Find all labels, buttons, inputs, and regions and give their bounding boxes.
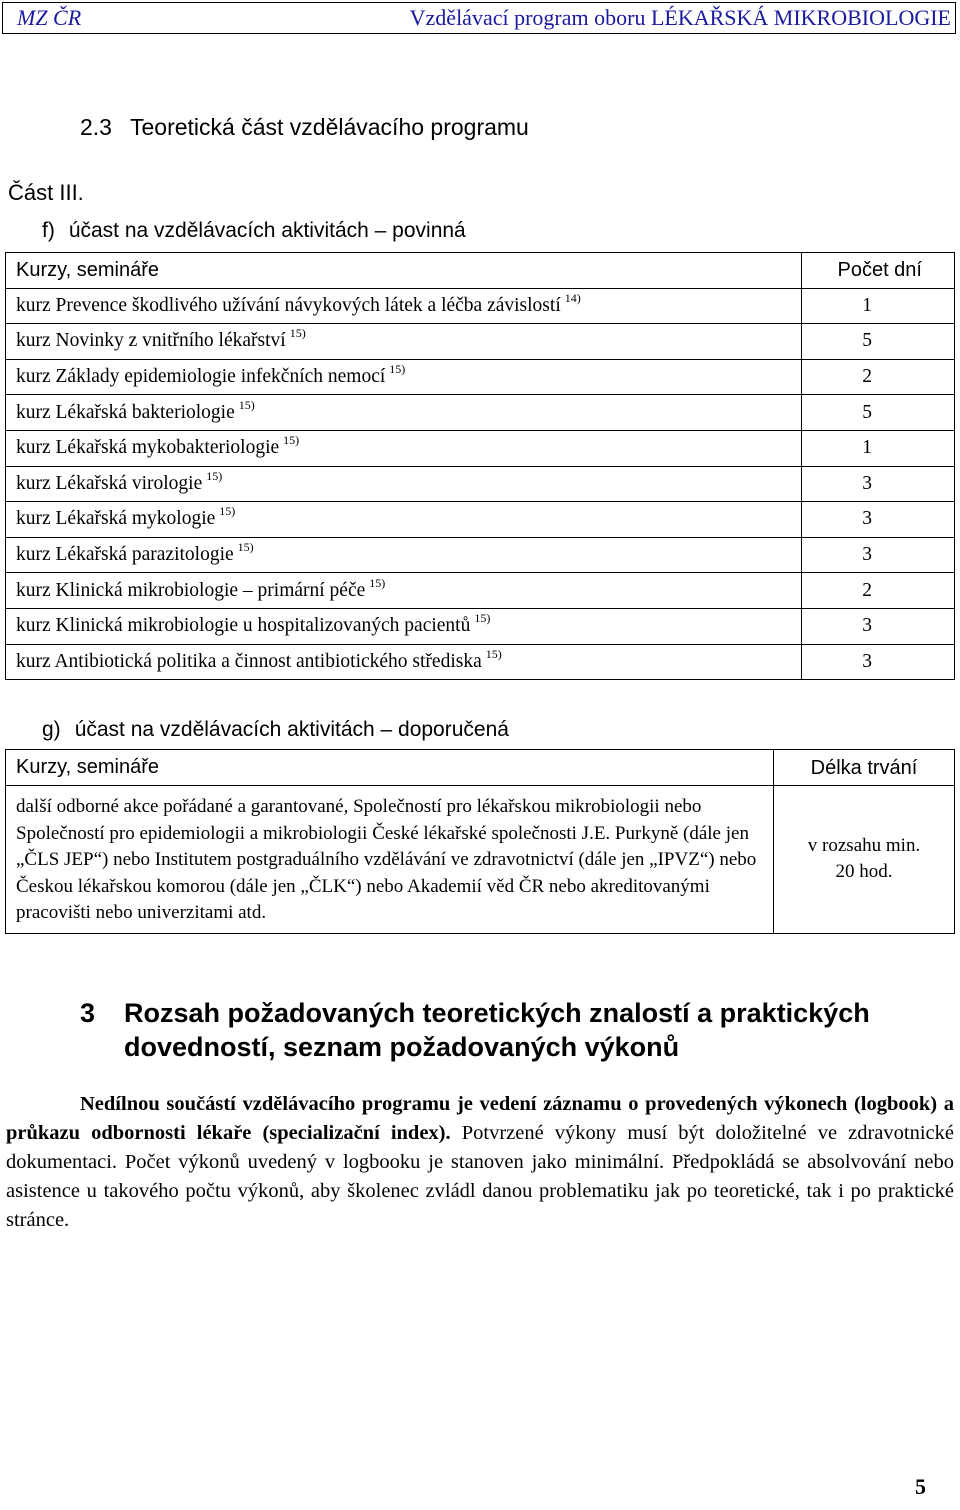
table-row [6, 502, 955, 538]
course-days: 5 [802, 324, 955, 360]
column-header-duration: Délka trvání [774, 750, 955, 786]
course-name-cell [6, 288, 802, 324]
course-name-cell [6, 359, 802, 395]
required-title: účast na vzdělávacích aktivitách – povinná [68, 219, 466, 242]
course-name: kurz Lékařská bakteriologie [16, 401, 235, 423]
footnote-ref: 15) [369, 575, 386, 590]
course-name-cell [6, 502, 802, 538]
table-row [6, 573, 955, 609]
course-name-cell [6, 537, 802, 573]
course-name-cell [6, 644, 802, 680]
course-name: kurz Základy epidemiologie infekčních nemocí [16, 366, 386, 388]
table-header-row [6, 750, 955, 786]
table-row [6, 537, 955, 573]
course-name: kurz Novinky z vnitřního lékařství [16, 330, 286, 352]
header-ministry: MZ ČR [17, 5, 82, 30]
course-name-cell [6, 573, 802, 609]
duration-line-2: 20 hod. [835, 861, 893, 883]
recommended-courses-table [5, 749, 955, 934]
footnote-ref: 14) [564, 290, 581, 305]
section-number: 2.3 [80, 114, 112, 140]
course-name: kurz Antibiotická politika a činnost antibiotického střediska [16, 650, 482, 672]
course-name-cell [6, 430, 802, 466]
course-days: 3 [802, 644, 955, 680]
course-days: 1 [802, 288, 955, 324]
chapter-number: 3 [80, 998, 96, 1028]
course-days: 2 [802, 573, 955, 609]
recommended-description: další odborné akce pořádané a garantované, Společností pro lékařskou mikrobiologii nebo Společností pro epidemiologii a mikrobiologii České lékařské společnosti J.E. Purkyně (dále jen „ČLS JEP“) nebo Institutem postgraduálního vzdělávání ve zdravotnictví (dále jen „IPVZ“) nebo Českou lékařskou komorou (dále jen „ČLK“) nebo Akademií věd ČR nebo akreditovanými pracovišti nebo univerzitami atd. [6, 786, 774, 934]
column-header-days: Počet dní [802, 253, 955, 289]
course-name: kurz Lékařská virologie [16, 472, 203, 494]
recommended-title: účast na vzdělávacích aktivitách – doporučená [74, 718, 509, 741]
table-row [6, 786, 955, 934]
duration-line-1: v rozsahu min. [807, 835, 921, 857]
course-name: kurz Klinická mikrobiologie – primární péče [16, 579, 366, 601]
footnote-ref: 15) [474, 611, 491, 626]
course-name-cell [6, 608, 802, 644]
footnote-ref: 15) [485, 646, 502, 661]
footnote-ref: 15) [389, 362, 406, 377]
column-header-course: Kurzy, semináře [6, 750, 774, 786]
footnote-ref: 15) [283, 433, 300, 448]
required-courses-table [5, 252, 955, 680]
header-program-title: Vzdělávací program oboru LÉKAŘSKÁ MIKROBIOLOGIE [409, 5, 951, 30]
course-days: 2 [802, 359, 955, 395]
course-days: 5 [802, 395, 955, 431]
section-title: Teoretická část vzdělávacího programu [129, 114, 529, 140]
footnote-ref: 15) [238, 397, 255, 412]
course-name: kurz Lékařská mykologie [16, 508, 216, 530]
footnote-ref: 15) [237, 540, 254, 555]
column-header-course: Kurzy, semináře [6, 253, 802, 289]
table-row [6, 324, 955, 360]
course-name-cell [6, 324, 802, 360]
section-heading [80, 114, 529, 141]
paragraph-bold-text: Nedílnou součástí vzdělávacího programu je vedení záznamu o provedených výkonech (logbook) a průkazu odbornosti lékaře (specializační index). [6, 1093, 954, 1144]
body-paragraph [6, 1090, 954, 1235]
course-days: 3 [802, 537, 955, 573]
course-name: kurz Prevence škodlivého užívání návykových látek a léčba závislostí [16, 294, 561, 316]
chapter-title: Rozsah požadovaných teoretických znalostí a praktických dovedností, seznam požadovaných výkonů [124, 998, 870, 1062]
course-days: 3 [802, 502, 955, 538]
part-label: Část III. [8, 180, 84, 205]
recommended-duration [774, 786, 955, 934]
required-label: f) [42, 219, 55, 242]
footnote-ref: 15) [219, 504, 236, 519]
table-row [6, 430, 955, 466]
course-name-cell [6, 466, 802, 502]
table-row [6, 359, 955, 395]
recommended-label: g) [42, 718, 61, 741]
chapter-heading [80, 996, 950, 1064]
table-row [6, 395, 955, 431]
course-name: kurz Lékařská parazitologie [16, 544, 234, 566]
footnote-ref: 15) [289, 326, 306, 341]
paragraph-text: Potvrzené výkony musí být doložitelné ve zdravotnické dokumentaci. Počet výkonů uvedený v logbooku je stanoven jako minimální. Předpokládá se absolvování nebo asistence u takového počtu výkonů, aby školenec zvládl danou problematiku jak po teoretické, tak i po praktické stránce. [6, 1122, 954, 1231]
table-header-row [6, 253, 955, 289]
recommended-heading [42, 718, 509, 742]
course-days: 3 [802, 608, 955, 644]
course-days: 3 [802, 466, 955, 502]
course-name: kurz Lékařská mykobakteriologie [16, 437, 280, 459]
course-name-cell [6, 395, 802, 431]
table-row [6, 466, 955, 502]
required-heading [42, 219, 466, 243]
course-days: 1 [802, 430, 955, 466]
table-row [6, 288, 955, 324]
table-row [6, 608, 955, 644]
course-name: kurz Klinická mikrobiologie u hospitalizovaných pacientů [16, 615, 471, 637]
page-header [2, 2, 956, 34]
table-row [6, 644, 955, 680]
page-number: 5 [915, 1474, 926, 1499]
footnote-ref: 15) [206, 468, 223, 483]
